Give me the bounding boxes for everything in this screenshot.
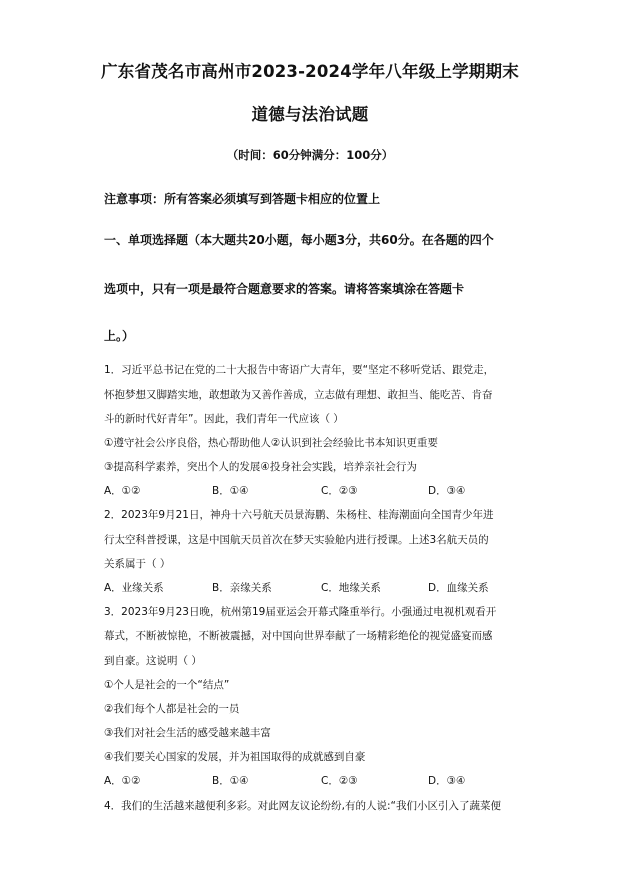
section-heading-line3: 上。） [104, 329, 135, 343]
question-3-line: 幕式，不断被惊艳，不断被震撼，对中国向世界奉献了一场精彩绝伦的视觉盛宴而感 [104, 630, 493, 642]
question-2-line: 2．2023年9月21日，神舟十六号航天员景海鹏、朱杨柱、桂海潮面向全国青少年进 [104, 509, 494, 521]
question-3-option-a[interactable]: A．①② [104, 775, 141, 787]
question-1-option-c[interactable]: C．②③ [321, 485, 358, 497]
question-3-statement: ④我们要关心国家的发展，并为祖国取得的成就感到自豪 [104, 751, 366, 763]
question-3-option-d[interactable]: D．③④ [428, 775, 466, 787]
question-1-line: 怀抱梦想又脚踏实地，敢想敢为又善作善成，立志做有理想、敢担当、能吃苦、肯奋 [104, 389, 493, 401]
question-4-line: 4．我们的生活越来越便利多彩。对此网友议论纷纷,有的人说:“我们小区引入了蔬菜便 [104, 800, 501, 812]
question-1-option-a[interactable]: A．①② [104, 485, 141, 497]
notice-text: 注意事项：所有答案必须填写到答题卡相应的位置上 [104, 192, 381, 206]
question-2-line: 关系属于（ ） [104, 558, 171, 570]
exam-time-score: （时间：60分钟满分：100分） [226, 148, 394, 162]
question-1-option-b[interactable]: B．①④ [212, 485, 249, 497]
question-3-line: 到自豪。这说明（ ） [104, 655, 202, 667]
question-3-option-b[interactable]: B．①④ [212, 775, 249, 787]
question-3-option-c[interactable]: C．②③ [321, 775, 358, 787]
question-2-option-d[interactable]: D．血缘关系 [428, 582, 489, 594]
exam-title-line1: 广东省茂名市高州市2023-2024学年八年级上学期期末 [101, 62, 519, 81]
question-3-statement: ③我们对社会生活的感受越来越丰富 [104, 727, 271, 739]
question-3-statement: ①个人是社会的一个“结点” [104, 679, 230, 691]
question-2-option-b[interactable]: B．亲缘关系 [212, 582, 272, 594]
question-2-option-c[interactable]: C．地缘关系 [321, 582, 381, 594]
question-2-option-a[interactable]: A．业缘关系 [104, 582, 164, 594]
question-1-statement: ③提高科学素养，突出个人的发展④投身社会实践，培养亲社会行为 [104, 461, 417, 473]
section-heading-line2: 选项中，只有一项是最符合题意要求的答案。请将答案填涂在答题卡 [104, 282, 465, 296]
question-3-line: 3．2023年9月23日晚，杭州第19届亚运会开幕式隆重举行。小强通过电视机观看开 [104, 606, 497, 618]
question-1-statement: ①遵守社会公序良俗，热心帮助他人②认识到社会经验比书本知识更重要 [104, 437, 438, 449]
question-3-statement: ②我们每个人都是社会的一员 [104, 703, 240, 715]
question-2-line: 行太空科普授课，这是中国航天员首次在梦天实验舱内进行授课。上述3名航天员的 [104, 534, 489, 546]
section-heading-line1: 一、单项选择题（本大题共20小题，每小题3分，共60分。在各题的四个 [104, 233, 494, 247]
exam-title-line2: 道德与法治试题 [251, 105, 369, 124]
question-1-option-d[interactable]: D．③④ [428, 485, 466, 497]
question-1-line: 斗的新时代好青年”。因此，我们青年一代应该（ ） [104, 413, 344, 425]
question-1-line: 1．习近平总书记在党的二十大报告中寄语广大青年，要“坚定不移听党话、跟党走， [104, 364, 495, 376]
